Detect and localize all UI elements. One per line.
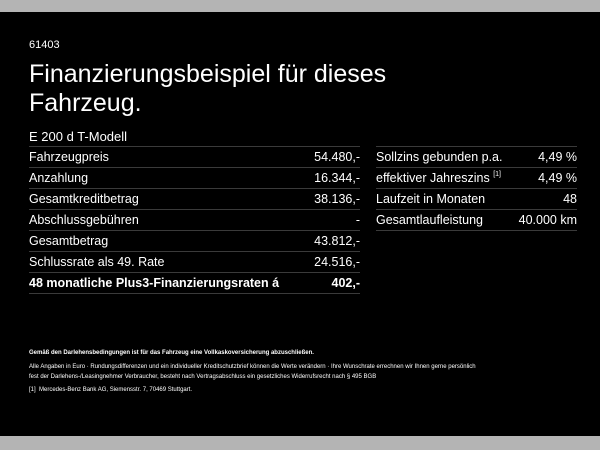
row-value: 24.516,- — [314, 255, 360, 269]
row-label: 48 monatliche Plus3-Finanzierungsraten á — [29, 276, 280, 290]
table-row — [376, 168, 577, 189]
row-label — [376, 171, 501, 185]
insurance-note: Gemäß den Darlehensbedingungen ist für das Fahrzeug eine Vollkaskoversicherung abzuschließen. — [29, 350, 314, 356]
footnote-marker: [1] — [29, 387, 36, 393]
row-label: Abschlussgebühren — [29, 213, 139, 227]
table-row — [29, 252, 360, 273]
row-value: 16.344,- — [314, 171, 360, 185]
table-row — [29, 147, 360, 168]
row-label: Laufzeit in Monaten — [376, 192, 486, 206]
table-row — [29, 189, 360, 210]
legal-line: fest der Darlehens-/Leasingnehmer Verbraucher, besteht nach Vertragsabschluss ein gesetzliches Widerrufsrecht nach § 495 BGB — [29, 374, 377, 380]
table-row — [29, 210, 360, 231]
table-row — [376, 210, 577, 231]
row-label: Gesamtkreditbetrag — [29, 192, 139, 206]
legal-notice — [29, 348, 574, 395]
footnote-text: Mercedes-Benz Bank AG, Siemensstr. 7, 70469 Stuttgart. — [39, 387, 193, 393]
row-label: Schlussrate als 49. Rate — [29, 255, 165, 269]
row-value: 402,- — [331, 276, 360, 290]
row-value: 38.136,- — [314, 192, 360, 206]
row-value: 43.812,- — [314, 234, 360, 248]
footnote — [29, 385, 574, 395]
row-value: 48 — [563, 192, 577, 206]
table-row — [376, 189, 577, 210]
row-label: Gesamtlaufleistung — [376, 213, 484, 227]
legal-line: Alle Angaben in Euro · Rundungsdifferenzen und ein individueller Kreditschutzbrief können die Werte verändern · Ihre Wunschrate errechnen wir Ihnen gerne persönlich — [29, 364, 476, 370]
footnote-marker: [1] — [493, 170, 501, 178]
table-row — [29, 168, 360, 189]
table-row — [376, 147, 577, 168]
row-label: Gesamtbetrag — [29, 234, 109, 248]
reference-id: 61403 — [29, 39, 60, 51]
row-label: Anzahlung — [29, 171, 89, 185]
row-value: 4,49 % — [538, 171, 577, 185]
monthly-rate-row — [29, 273, 360, 294]
row-value: 54.480,- — [314, 150, 360, 164]
row-label-text: effektiver Jahreszins — [376, 171, 490, 185]
financing-panel — [0, 12, 600, 436]
interest-table — [376, 146, 577, 231]
table-row — [29, 231, 360, 252]
row-label: Sollzins gebunden p.a. — [376, 150, 503, 164]
row-value: - — [355, 213, 360, 227]
row-value: 40.000 km — [518, 213, 577, 227]
row-label: Fahrzeugpreis — [29, 150, 109, 164]
financing-table — [29, 146, 360, 294]
row-value: 4,49 % — [538, 150, 577, 164]
page-title: Finanzierungsbeispiel für dieses Fahrzeug. — [29, 60, 387, 117]
model-name: E 200 d T-Modell — [29, 129, 128, 144]
